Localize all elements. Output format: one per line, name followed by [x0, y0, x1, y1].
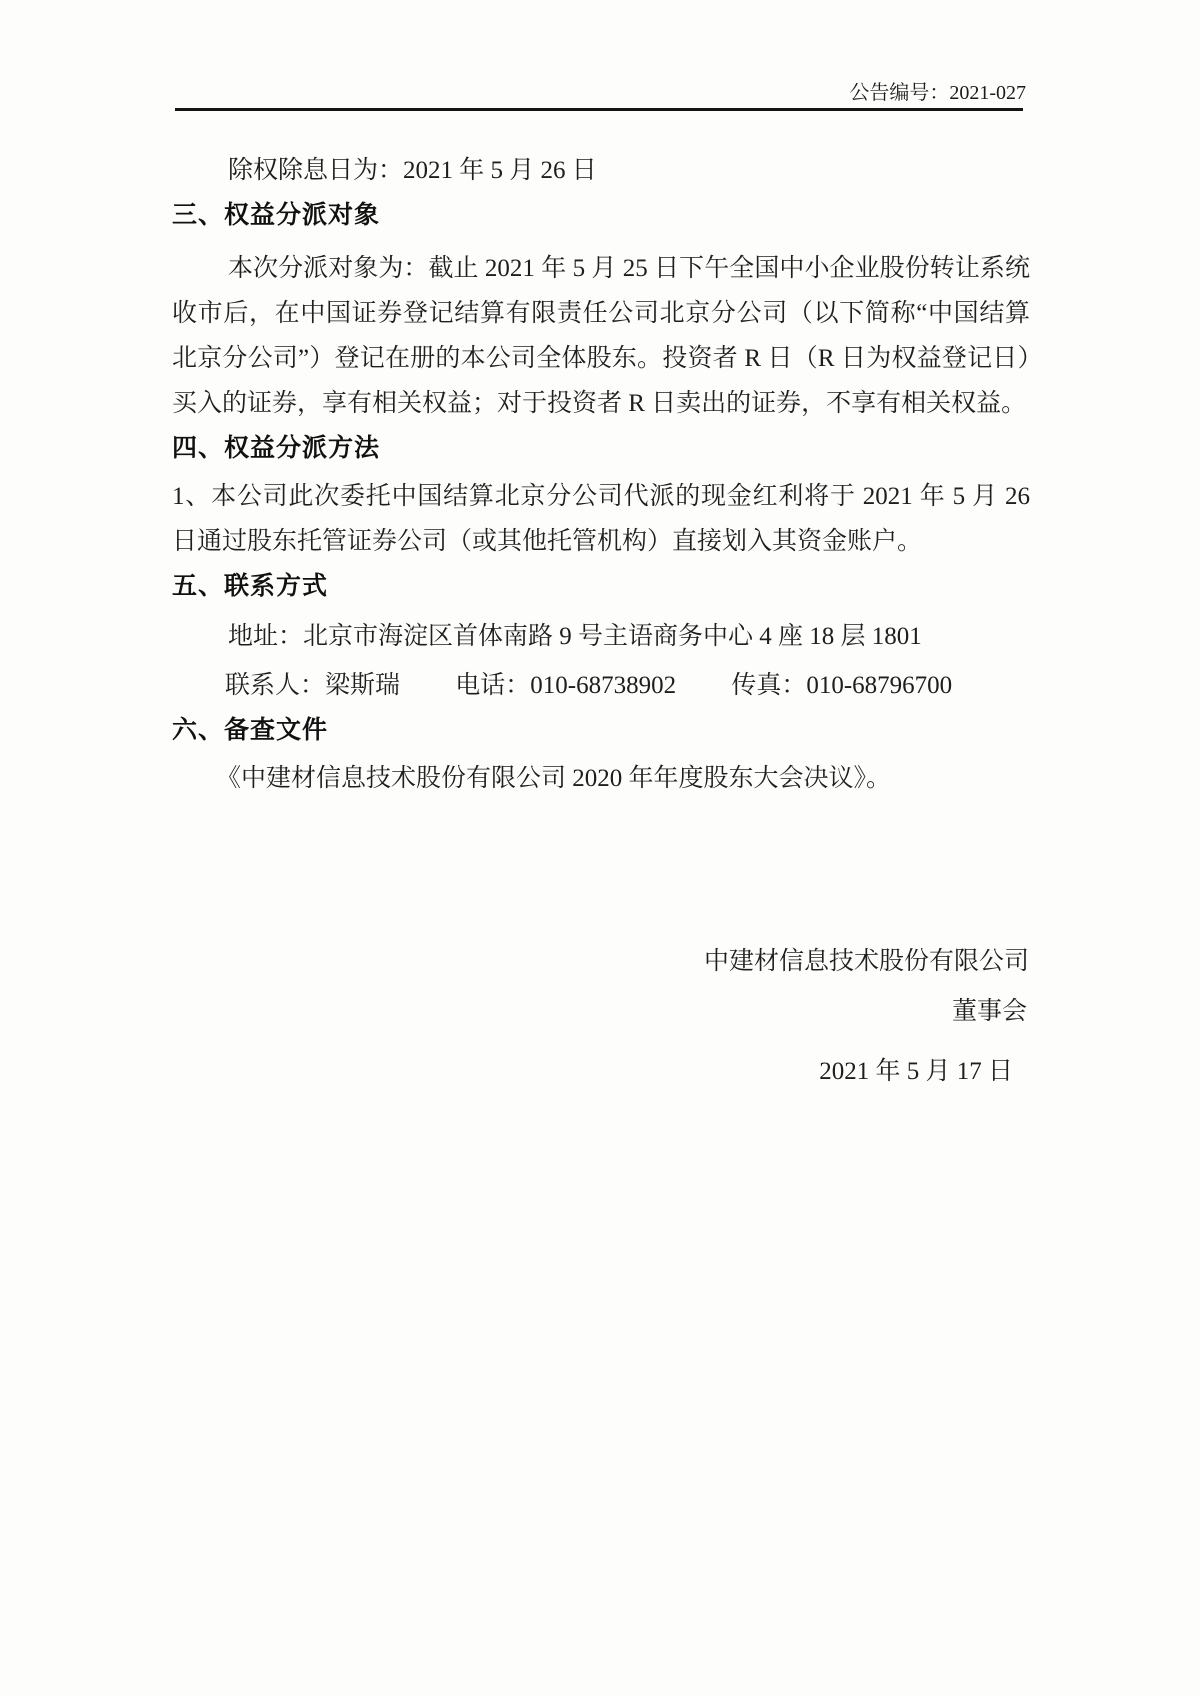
contact-phone: 电话：010-68738902	[455, 672, 677, 699]
section3-paragraph: 本次分派对象为：截止 2021 年 5 月 25 日下午全国中小企业股份转让系统收市后，在中国证券登记结算有限责任公司北京分公司（以下简称“中国结算北京分公司”）登记在册的本公司全体股东。投资者 R 日（R 日为权益登记日）买入的证券，享有相关权益；对于投资者 R 日卖出的证券，不享有相关权益。	[172, 255, 1030, 417]
section3-heading: 三、权益分派对象	[172, 201, 381, 229]
ex-dividend-date-line: 除权除息日为：2021 年 5 月 26 日	[228, 157, 597, 184]
signature-block	[172, 939, 1030, 1094]
document-body	[172, 111, 1030, 1094]
signature-board: 董事会	[951, 998, 1027, 1025]
section5-heading: 五、联系方式	[172, 572, 329, 600]
contact-person: 联系人：梁斯瑞	[225, 672, 401, 699]
section6-heading: 六、备查文件	[172, 716, 329, 744]
contact-row	[172, 663, 1030, 708]
section4-paragraph: 1、本公司此次委托中国结算北京分公司代派的现金红利将于 2021 年 5 月 26 日通过股东托管证券公司（或其他托管机构）直接划入其资金账户。	[172, 483, 1030, 555]
announcement-number: 公告编号：2021-027	[849, 82, 1026, 104]
section4-heading: 四、权益分派方法	[172, 434, 381, 462]
reference-document-line: 《中建材信息技术股份有限公司 2020 年年度股东大会决议》。	[216, 765, 892, 792]
address-line: 地址：北京市海淀区首体南路 9 号主语商务中心 4 座 18 层 1801	[228, 623, 922, 650]
contact-fax: 传真：010-68796700	[731, 672, 953, 699]
signature-company: 中建材信息技术股份有限公司	[703, 948, 1029, 975]
signature-date: 2021 年 5 月 17 日	[819, 1058, 1013, 1085]
